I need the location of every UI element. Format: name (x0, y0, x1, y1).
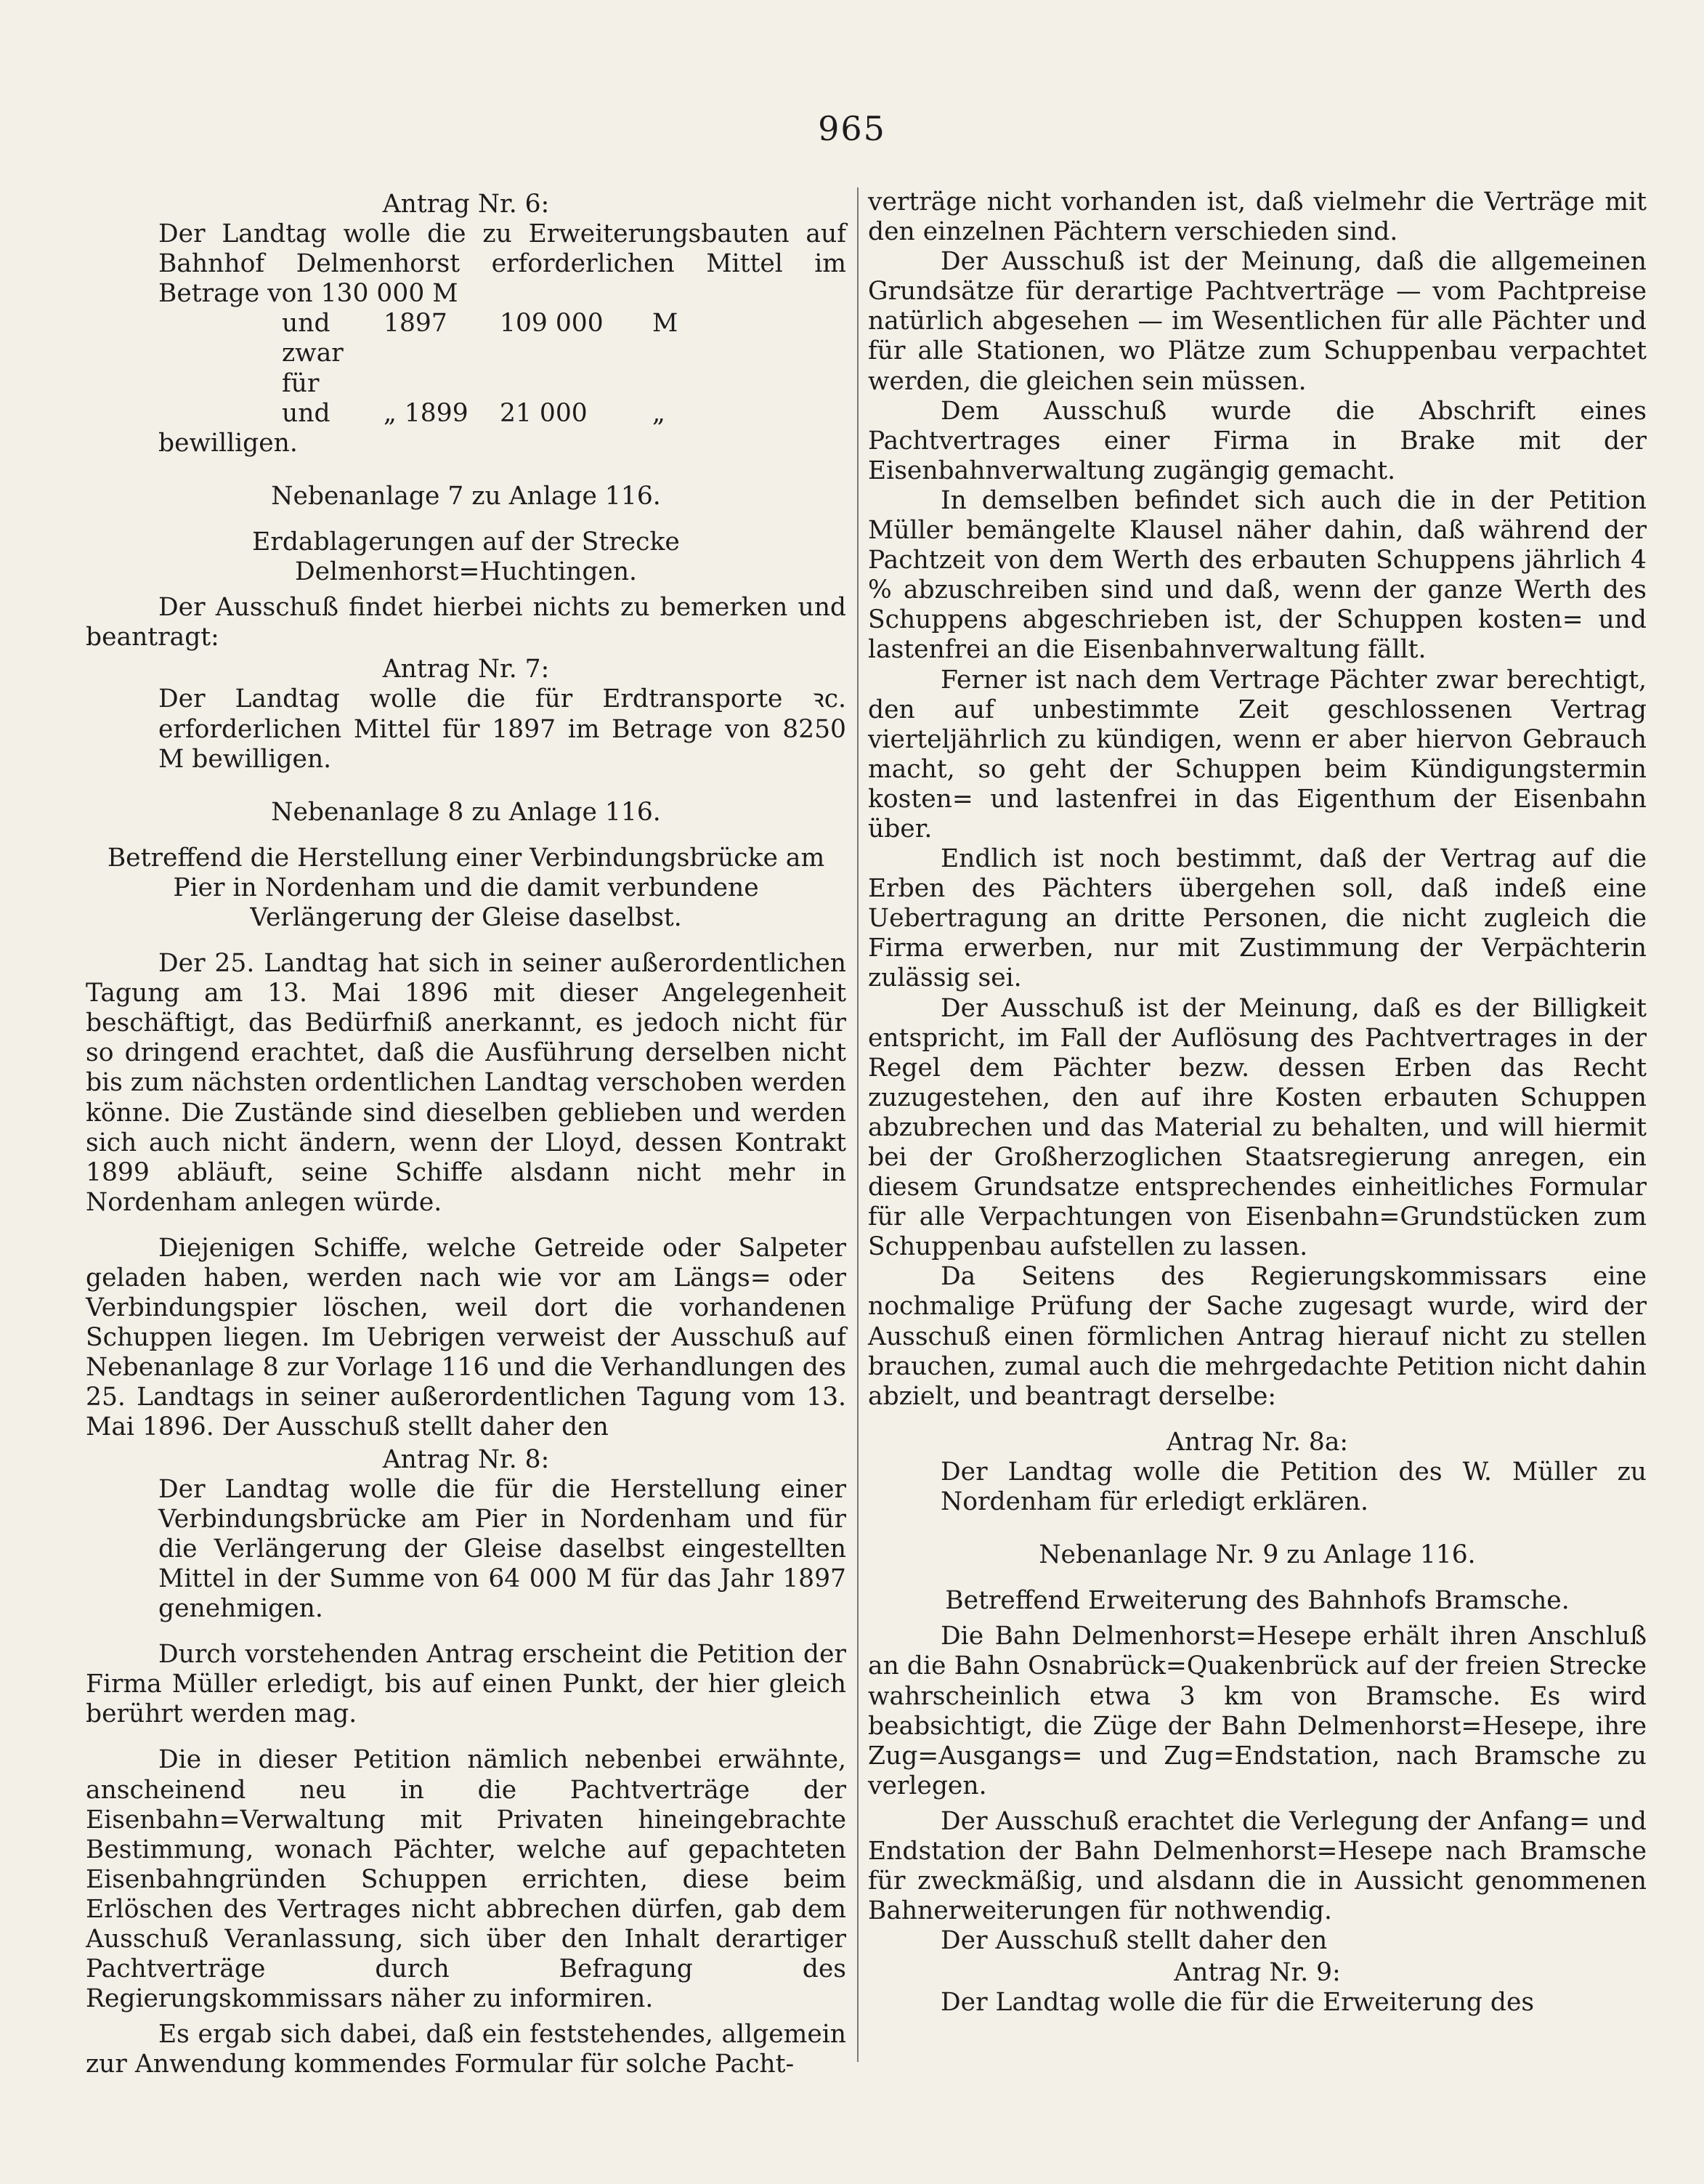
paragraph: Endlich ist noch bestimmt, daß der Vertrag auf die Erben des Pächters übergehen soll, daß indeß eine Uebertragung an dritte Personen, die nicht zugleich die Firma erwerben, nur mit Zustimmung der Verpächterin zulässig sei. (868, 844, 1647, 993)
alloc-year: „ 1899 (384, 398, 468, 428)
paragraph: In demselben befindet sich auch die in der Petition Müller bemängelte Klausel näher dahin, daß während der Pachtzeit von dem Werth des erbauten Schuppens jährlich 4 % abzuschreiben sind und daß, wenn der ganze Werth des Schuppens abgeschrieben ist, der Schuppen kosten= und lastenfrei an die Eisenbahnverwaltung fällt. (868, 485, 1647, 665)
paragraph: Diejenigen Schiffe, welche Getreide oder Salpeter geladen haben, werden nach wie vor am Längs= oder Verbindungspier löschen, weil dort die vorhandenen Schuppen liegen. Im Uebrigen verweist der Ausschuß auf Nebenanlage 8 zur Vorlage 116 und die Verhandlungen des 25. Landtags in seiner außerordentlichen Tagung vom 13. Mai 1896. Der Ausschuß stellt daher den (86, 1233, 846, 1442)
paragraph: verträge nicht vorhanden ist, daß vielmehr die Verträge mit den einzelnen Pächtern verschieden sind. (868, 187, 1647, 247)
paragraph: Durch vorstehenden Antrag erscheint die Petition der Firma Müller erledigt, bis auf einen Punkt, der hier gleich berührt werden mag. (86, 1640, 846, 1729)
alloc-label: und (282, 398, 330, 428)
antrag-9-text: Der Landtag wolle die für die Erweiterung des (941, 1988, 1535, 2018)
antrag-7-title: Antrag Nr. 7: (382, 655, 550, 684)
paragraph: Der Ausschuß stellt daher den (941, 1926, 1328, 1956)
alloc-amount: 21 000 (500, 398, 588, 428)
antrag-6-title: Antrag Nr. 6: (382, 190, 550, 219)
allocation-row-1897 (282, 309, 689, 398)
nebenanlage-7-text: Der Ausschuß findet hierbei nichts zu bemerken und beantragt: (86, 593, 846, 652)
alloc-amount: 109 000 (500, 309, 604, 339)
paragraph: Der Ausschuß erachtet die Verlegung der Anfang= und Endstation der Bahn Delmenhorst=Hesepe nach Bramsche für zweckmäßig, und alsdann die in Aussicht genommenen Bahnerweiterungen für nothwendig. (868, 1806, 1647, 1926)
nebenanlage-9-subject: Betreffend Erweiterung des Bahnhofs Bramsche. (945, 1586, 1570, 1616)
paragraph: Es ergab sich dabei, daß ein feststehendes, allgemein zur Anwendung kommendes Formular für solche Pacht- (86, 2020, 846, 2079)
antrag-6-text: Der Landtag wolle die zu Erweiterungsbauten auf Bahnhof Delmenhorst erforderlichen Mittel im Betrage von 130 000 M (158, 219, 846, 309)
alloc-unit: „ (652, 398, 665, 428)
antrag-7-text: Der Landtag wolle die für Erdtransporte ꝛc. erforderlichen Mittel für 1897 im Betrage von 8250 M bewilligen. (158, 684, 846, 774)
antrag-8a-title: Antrag Nr. 8a: (1166, 1427, 1349, 1457)
column-divider (857, 187, 859, 2062)
paragraph: Der Ausschuß ist der Meinung, daß es der Billigkeit entspricht, im Fall der Auflösung des Pachtvertrages in der Regel dem Pächter bezw. dessen Erben das Recht zuzugestehen, den auf ihre Kosten erbauten Schuppen abzubrechen und das Material zu behalten, und will hiermit bei der Großherzoglichen Staatsregierung anregen, ein diesem Grundsatze entsprechendes einheitliches Formular für alle Verpachtungen von Eisenbahn=Grundstücken zum Schuppenbau aufstellen zu lassen. (868, 993, 1647, 1262)
nebenanlage-7-subject: Erdablagerungen auf der Strecke Delmenhorst=Huchtingen. (252, 527, 680, 587)
nebenanlage-8-title: Nebenanlage 8 zu Anlage 116. (271, 797, 661, 827)
alloc-label: und zwar für (282, 309, 344, 398)
antrag-9-title: Antrag Nr. 9: (1174, 1958, 1341, 1988)
right-column (868, 187, 1647, 2018)
bewilligen-text: bewilligen. (158, 428, 298, 458)
nebenanlage-8-subject: Betreffend die Herstellung einer Verbindungsbrücke am Pier in Nordenham und die damit verbundene Verlängerung der Gleise daselbst. (107, 843, 825, 932)
antrag-8a-text: Der Landtag wolle die Petition des W. Müller zu Nordenham für erledigt erklären. (941, 1457, 1647, 1517)
alloc-unit: M (652, 309, 678, 339)
paragraph: Ferner ist nach dem Vertrage Pächter zwar berechtigt, den auf unbestimmte Zeit geschlossenen Vertrag vierteljährlich zu kündigen, wenn er aber hiervon Gebrauch macht, so geht der Schuppen beim Kündigungstermin kosten= und lastenfrei in das Eigenthum der Eisenbahn über. (868, 665, 1647, 844)
nebenanlage-9-title: Nebenanlage Nr. 9 zu Anlage 116. (1039, 1540, 1476, 1570)
paragraph: Die in dieser Petition nämlich nebenbei erwähnte, anscheinend neu in die Pachtverträge der Eisenbahn=Verwaltung mit Privaten hineingebrachte Bestimmung, wonach Pächter, welche auf gepachteten Eisenbahngründen Schuppen errichten, diese beim Erlöschen des Vertrages nicht abbrechen dürfen, gab dem Ausschuß Veranlassung, sich über den Inhalt derartiger Pachtverträge durch Befragung des Regierungskommissars näher zu informiren. (86, 1745, 846, 2014)
paragraph: Der Ausschuß ist der Meinung, daß die allgemeinen Grundsätze für derartige Pachtverträge — vom Pachtpreise natürlich abgesehen — im Wesentlichen für alle Pächter und für alle Stationen, wo Plätze zum Schuppenbau verpachtet werden, die gleichen sein müssen. (868, 247, 1647, 396)
paragraph: Da Seitens des Regierungskommissars eine nochmalige Prüfung der Sache zugesagt wurde, wird der Ausschuß einen förmlichen Antrag hierauf nicht zu stellen brauchen, zumal auch die mehrgedachte Petition nicht dahin abzielt, und beantragt derselbe: (868, 1262, 1647, 1411)
page-number: 965 (818, 109, 886, 148)
nebenanlage-7-title: Nebenanlage 7 zu Anlage 116. (271, 481, 661, 511)
alloc-year: 1897 (384, 309, 447, 339)
left-column (86, 187, 846, 2079)
antrag-8-text: Der Landtag wolle die für die Herstellung einer Verbindungsbrücke am Pier in Nordenham und für die Verlängerung der Gleise daselbst eingestellten Mittel in der Summe von 64 000 M für das Jahr 1897 genehmigen. (158, 1474, 846, 1624)
paragraph: Die Bahn Delmenhorst=Hesepe erhält ihren Anschluß an die Bahn Osnabrück=Quakenbrück auf der freien Strecke wahrscheinlich etwa 3 km von Bramsche. Es wird beabsichtigt, die Züge der Bahn Delmenhorst=Hesepe, ihre Zug=Ausgangs= und Zug=Endstation, nach Bramsche zu verlegen. (868, 1622, 1647, 1800)
antrag-8-title: Antrag Nr. 8: (382, 1444, 550, 1474)
paragraph: Der 25. Landtag hat sich in seiner außerordentlichen Tagung am 13. Mai 1896 mit dieser Angelegenheit beschäftigt, das Bedürfniß anerkannt, es jedoch nicht für so dringend erachtet, daß die Ausführung derselben nicht bis zum nächsten ordentlichen Landtag verschoben werden könne. Die Zustände sind dieselben geblieben und werden sich auch nicht ändern, wenn der Lloyd, dessen Kontrakt 1899 abläuft, seine Schiffe alsdann nicht mehr in Nordenham anlegen würde. (86, 949, 846, 1217)
paragraph: Dem Ausschuß wurde die Abschrift eines Pachtvertrages einer Firma in Brake mit der Eisenbahnverwaltung zugängig gemacht. (868, 396, 1647, 485)
allocation-row-1899 (282, 399, 689, 429)
